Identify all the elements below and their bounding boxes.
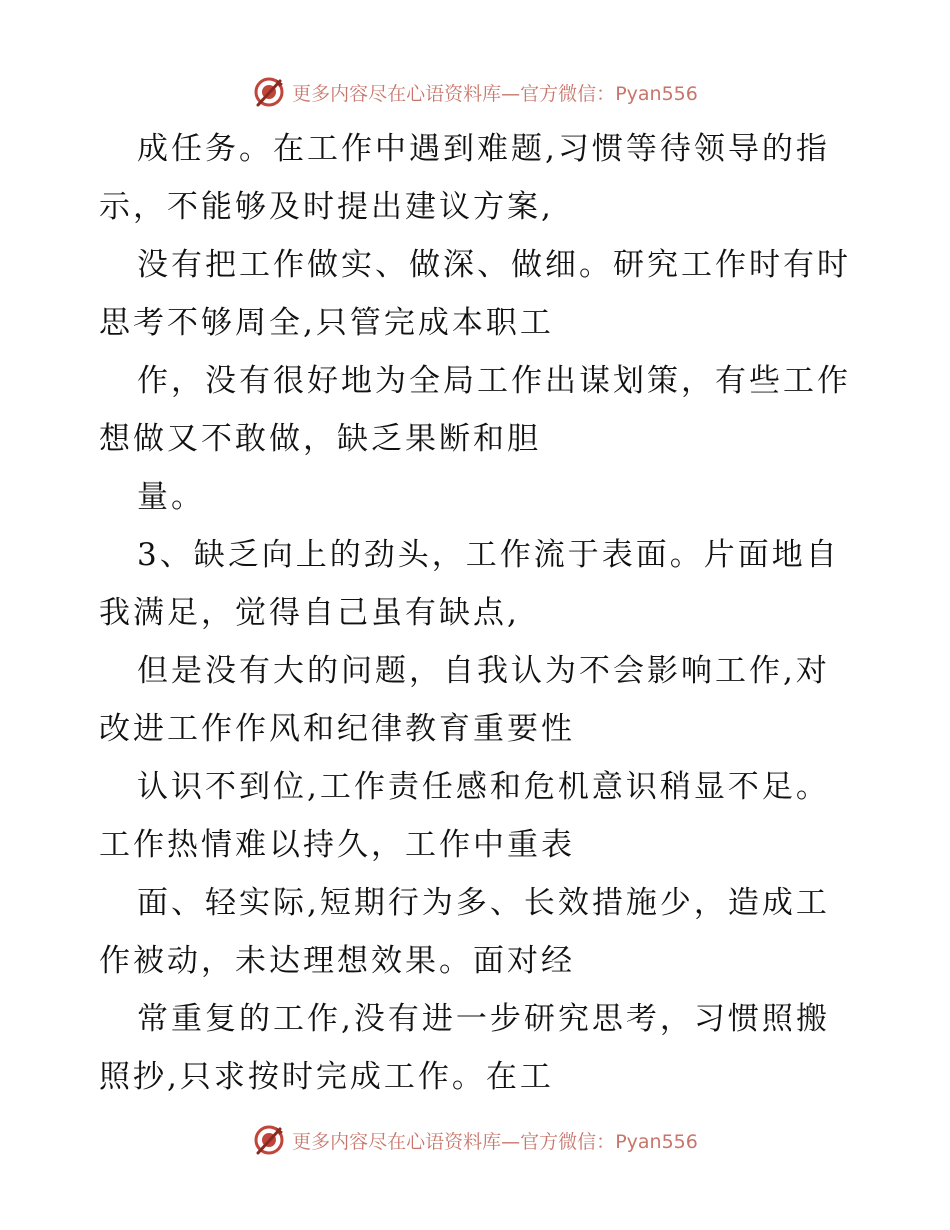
paragraph: 没有把工作做实、做深、做细。研究工作时有时思考不够周全,只管完成本职工 bbox=[99, 247, 851, 341]
footer-contact-id: Pyan556 bbox=[615, 1130, 698, 1153]
quill-seal-icon bbox=[252, 75, 286, 109]
footer-banner bbox=[0, 1120, 950, 1160]
paragraph: 面、轻实际,短期行为多、长效措施少，造成工作被动，未达理想效果。面对经 bbox=[99, 885, 830, 979]
header-banner-separator: — bbox=[501, 82, 521, 105]
footer-banner-separator: — bbox=[501, 1130, 521, 1153]
paragraph: 常重复的工作,没有进一步研究思考，习惯照搬照抄,只求按时完成工作。在工 bbox=[99, 1001, 830, 1095]
header-banner bbox=[0, 72, 950, 112]
header-wechat-label: 官方微信： bbox=[520, 82, 616, 105]
footer-banner-text bbox=[292, 1127, 698, 1154]
footer-banner-main: 更多内容尽在心语资料库 bbox=[292, 1130, 502, 1153]
paragraph: 成任务。在工作中遇到难题,习惯等待领导的指示，不能够及时提出建议方案, bbox=[99, 131, 830, 225]
header-banner-main: 更多内容尽在心语资料库 bbox=[292, 82, 502, 105]
header-banner-text bbox=[292, 79, 698, 106]
paragraph: 认识不到位,工作责任感和危机意识稍显不足。工作热情难以持久，工作中重表 bbox=[99, 769, 830, 863]
paragraph: 但是没有大的问题，自我认为不会影响工作,对改进工作作风和纪律教育重要性 bbox=[99, 653, 830, 747]
header-banner-inner bbox=[252, 75, 698, 109]
footer-banner-inner bbox=[252, 1123, 698, 1157]
paragraph: 作，没有很好地为全局工作出谋划策，有些工作想做又不敢做，缺乏果断和胆 bbox=[99, 363, 851, 457]
quill-seal-icon bbox=[252, 1123, 286, 1157]
paragraph: 3、缺乏向上的劲头，工作流于表面。片面地自我满足，觉得自己虽有缺点, bbox=[99, 537, 840, 631]
document-body bbox=[99, 120, 859, 1106]
paragraph: 量。 bbox=[137, 479, 205, 515]
header-contact-id: Pyan556 bbox=[615, 82, 698, 105]
footer-wechat-label: 官方微信： bbox=[520, 1130, 616, 1153]
